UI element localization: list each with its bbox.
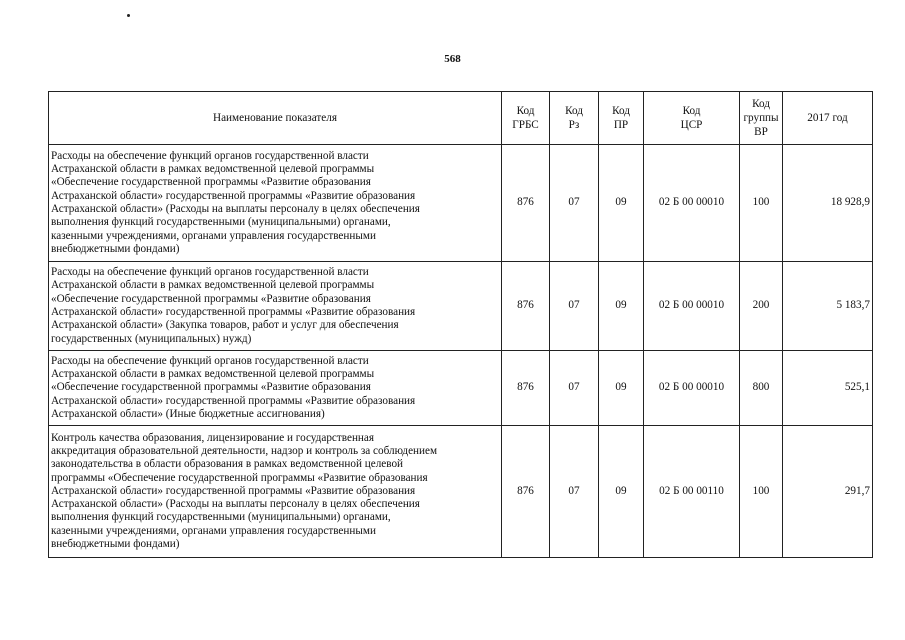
header-year: 2017 год [783, 92, 873, 145]
row-pr: 09 [599, 145, 644, 262]
row-name: Расходы на обеспечение функций органов государственной власти Астраханской области в рамках ведомственной целевой программы «Обеспечение государственной программы «Развитие образования Астраханской области» государственной программы «Развитие образования Астраханской области» (Расходы на выплаты персоналу в целях обеспечения выполнения функций государственными (муниципальными) органами, казенными учреждениями, органами управления государственными внебюджетными фондами) [49, 145, 502, 262]
row-csr: 02 Б 00 00110 [644, 426, 740, 558]
row-csr: 02 Б 00 00010 [644, 262, 740, 351]
row-amount: 525,1 [783, 351, 873, 426]
row-pr: 09 [599, 351, 644, 426]
table-header-row [49, 92, 873, 145]
row-grbs: 876 [502, 262, 550, 351]
header-vr: Код группы ВР [740, 92, 783, 145]
row-name: Расходы на обеспечение функций органов государственной власти Астраханской области в рамках ведомственной целевой программы «Обеспечение государственной программы «Развитие образования Астраханской области» государственной программы «Развитие образования Астраханской области» (Иные бюджетные ассигнования) [49, 351, 502, 426]
row-vr: 800 [740, 351, 783, 426]
table-row [49, 351, 873, 426]
row-name: Расходы на обеспечение функций органов государственной власти Астраханской области в рамках ведомственной целевой программы «Обеспечение государственной программы «Развитие образования Астраханской области» государственной программы «Развитие образования Астраханской области» (Закупка товаров, работ и услуг для обеспечения государственных (муниципальных) нужд) [49, 262, 502, 351]
row-vr: 100 [740, 145, 783, 262]
scan-speck [127, 14, 130, 17]
page-number: 568 [444, 53, 461, 65]
row-rz: 07 [550, 262, 599, 351]
table-row [49, 145, 873, 262]
row-amount: 18 928,9 [783, 145, 873, 262]
row-rz: 07 [550, 351, 599, 426]
row-vr: 200 [740, 262, 783, 351]
header-rz: Код Рз [550, 92, 599, 145]
row-grbs: 876 [502, 351, 550, 426]
row-csr: 02 Б 00 00010 [644, 145, 740, 262]
header-name: Наименование показателя [49, 92, 502, 145]
row-csr: 02 Б 00 00010 [644, 351, 740, 426]
row-rz: 07 [550, 145, 599, 262]
row-grbs: 876 [502, 145, 550, 262]
row-amount: 291,7 [783, 426, 873, 558]
table-row [49, 426, 873, 558]
header-pr: Код ПР [599, 92, 644, 145]
budget-table [48, 91, 873, 558]
row-amount: 5 183,7 [783, 262, 873, 351]
header-grbs: Код ГРБС [502, 92, 550, 145]
header-csr: Код ЦСР [644, 92, 740, 145]
row-rz: 07 [550, 426, 599, 558]
row-name: Контроль качества образования, лицензирование и государственная аккредитация образовательной деятельности, надзор и контроль за соблюдением законодательства в области образования в рамках ведомственной целевой программы «Обеспечение государственной программы «Развитие образования Астраханской области» государственной программы «Развитие образования Астраханской области» (Расходы на выплаты персоналу в целях обеспечения выполнения функций государственными (муниципальными) органами, казенными учреждениями, органами управления государственными внебюджетными фондами) [49, 426, 502, 558]
row-grbs: 876 [502, 426, 550, 558]
row-pr: 09 [599, 426, 644, 558]
table-row [49, 262, 873, 351]
row-vr: 100 [740, 426, 783, 558]
row-pr: 09 [599, 262, 644, 351]
